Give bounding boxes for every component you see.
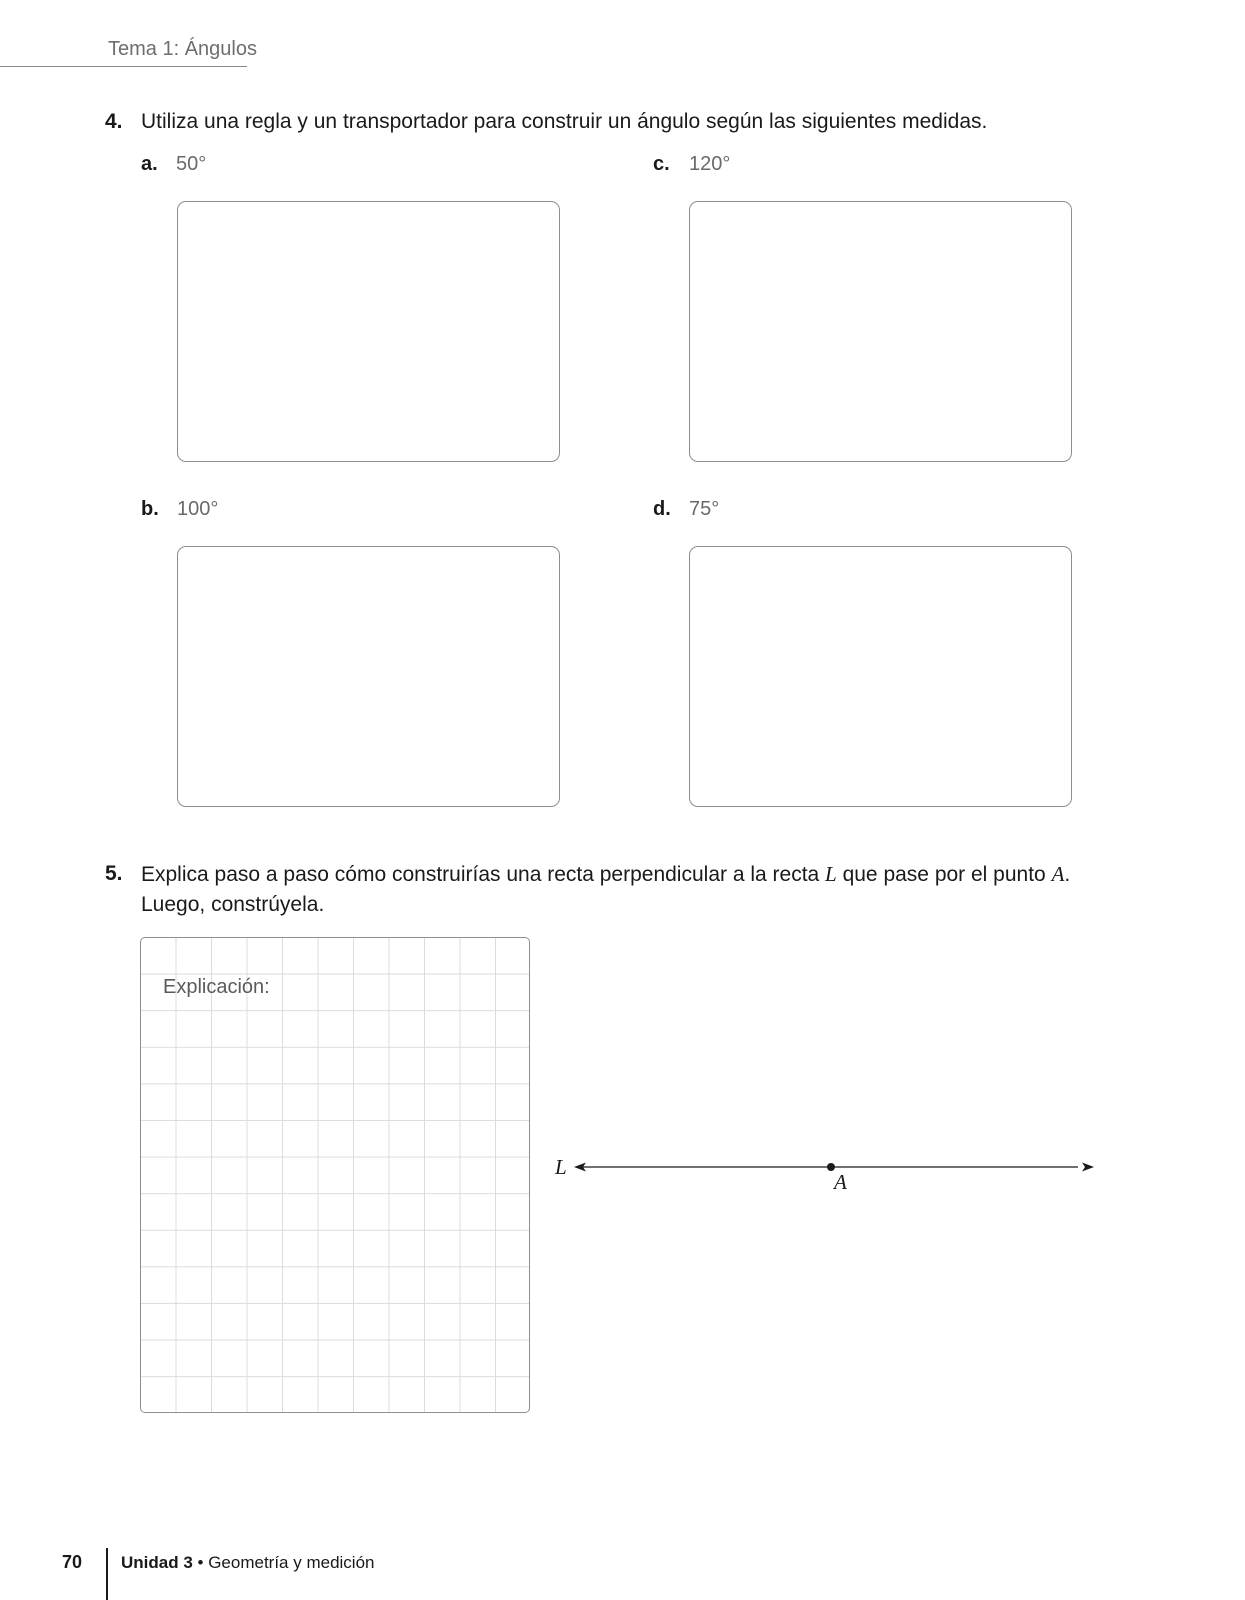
line-l-diagram bbox=[548, 1150, 1108, 1200]
item-b-letter: b. bbox=[141, 498, 159, 520]
question-5-text bbox=[141, 859, 1121, 920]
item-a-value: 50° bbox=[176, 153, 207, 175]
question-4-text: Utiliza una regla y un transportador para construir un ángulo según las siguientes medidas. bbox=[141, 110, 988, 133]
point-variable: A bbox=[1051, 862, 1065, 886]
question-5-text-part1: Explica paso a paso cómo construirías una recta perpendicular a la recta bbox=[141, 863, 826, 886]
item-c-value: 120° bbox=[689, 153, 731, 175]
item-d-letter: d. bbox=[653, 498, 671, 520]
unit-topic: Geometría y medición bbox=[208, 1553, 375, 1572]
footer-divider bbox=[106, 1548, 108, 1600]
section-header: Tema 1: Ángulos bbox=[108, 38, 257, 60]
answer-box-b[interactable] bbox=[177, 546, 560, 807]
item-b-value: 100° bbox=[177, 498, 219, 520]
question-5-number: 5. bbox=[105, 862, 123, 885]
page-number: 70 bbox=[62, 1552, 83, 1572]
answer-box-c[interactable] bbox=[689, 201, 1072, 462]
unit-label: Unidad 3 bbox=[121, 1553, 193, 1572]
unit-separator: • bbox=[192, 1553, 209, 1572]
item-d-value: 75° bbox=[689, 498, 720, 520]
item-a-letter: a. bbox=[141, 153, 158, 175]
question-4-number: 4. bbox=[105, 110, 123, 133]
answer-box-d[interactable] bbox=[689, 546, 1072, 807]
answer-box-a[interactable] bbox=[177, 201, 560, 462]
question-5-text-part2: que pase por el punto bbox=[836, 863, 1052, 886]
header-underline bbox=[0, 66, 247, 67]
point-a-label: A bbox=[834, 1170, 847, 1194]
right-arrowhead bbox=[1082, 1163, 1094, 1172]
line-l-label: L bbox=[555, 1155, 567, 1179]
item-c-letter: c. bbox=[653, 153, 670, 175]
question-5-text-line2: Luego, constrúyela. bbox=[141, 893, 325, 916]
explanation-label: Explicación: bbox=[163, 976, 270, 998]
explanation-grid[interactable] bbox=[140, 937, 530, 1413]
line-variable: L bbox=[825, 862, 837, 886]
footer-unit bbox=[121, 1553, 375, 1573]
question-5-text-part3: . bbox=[1064, 863, 1071, 886]
